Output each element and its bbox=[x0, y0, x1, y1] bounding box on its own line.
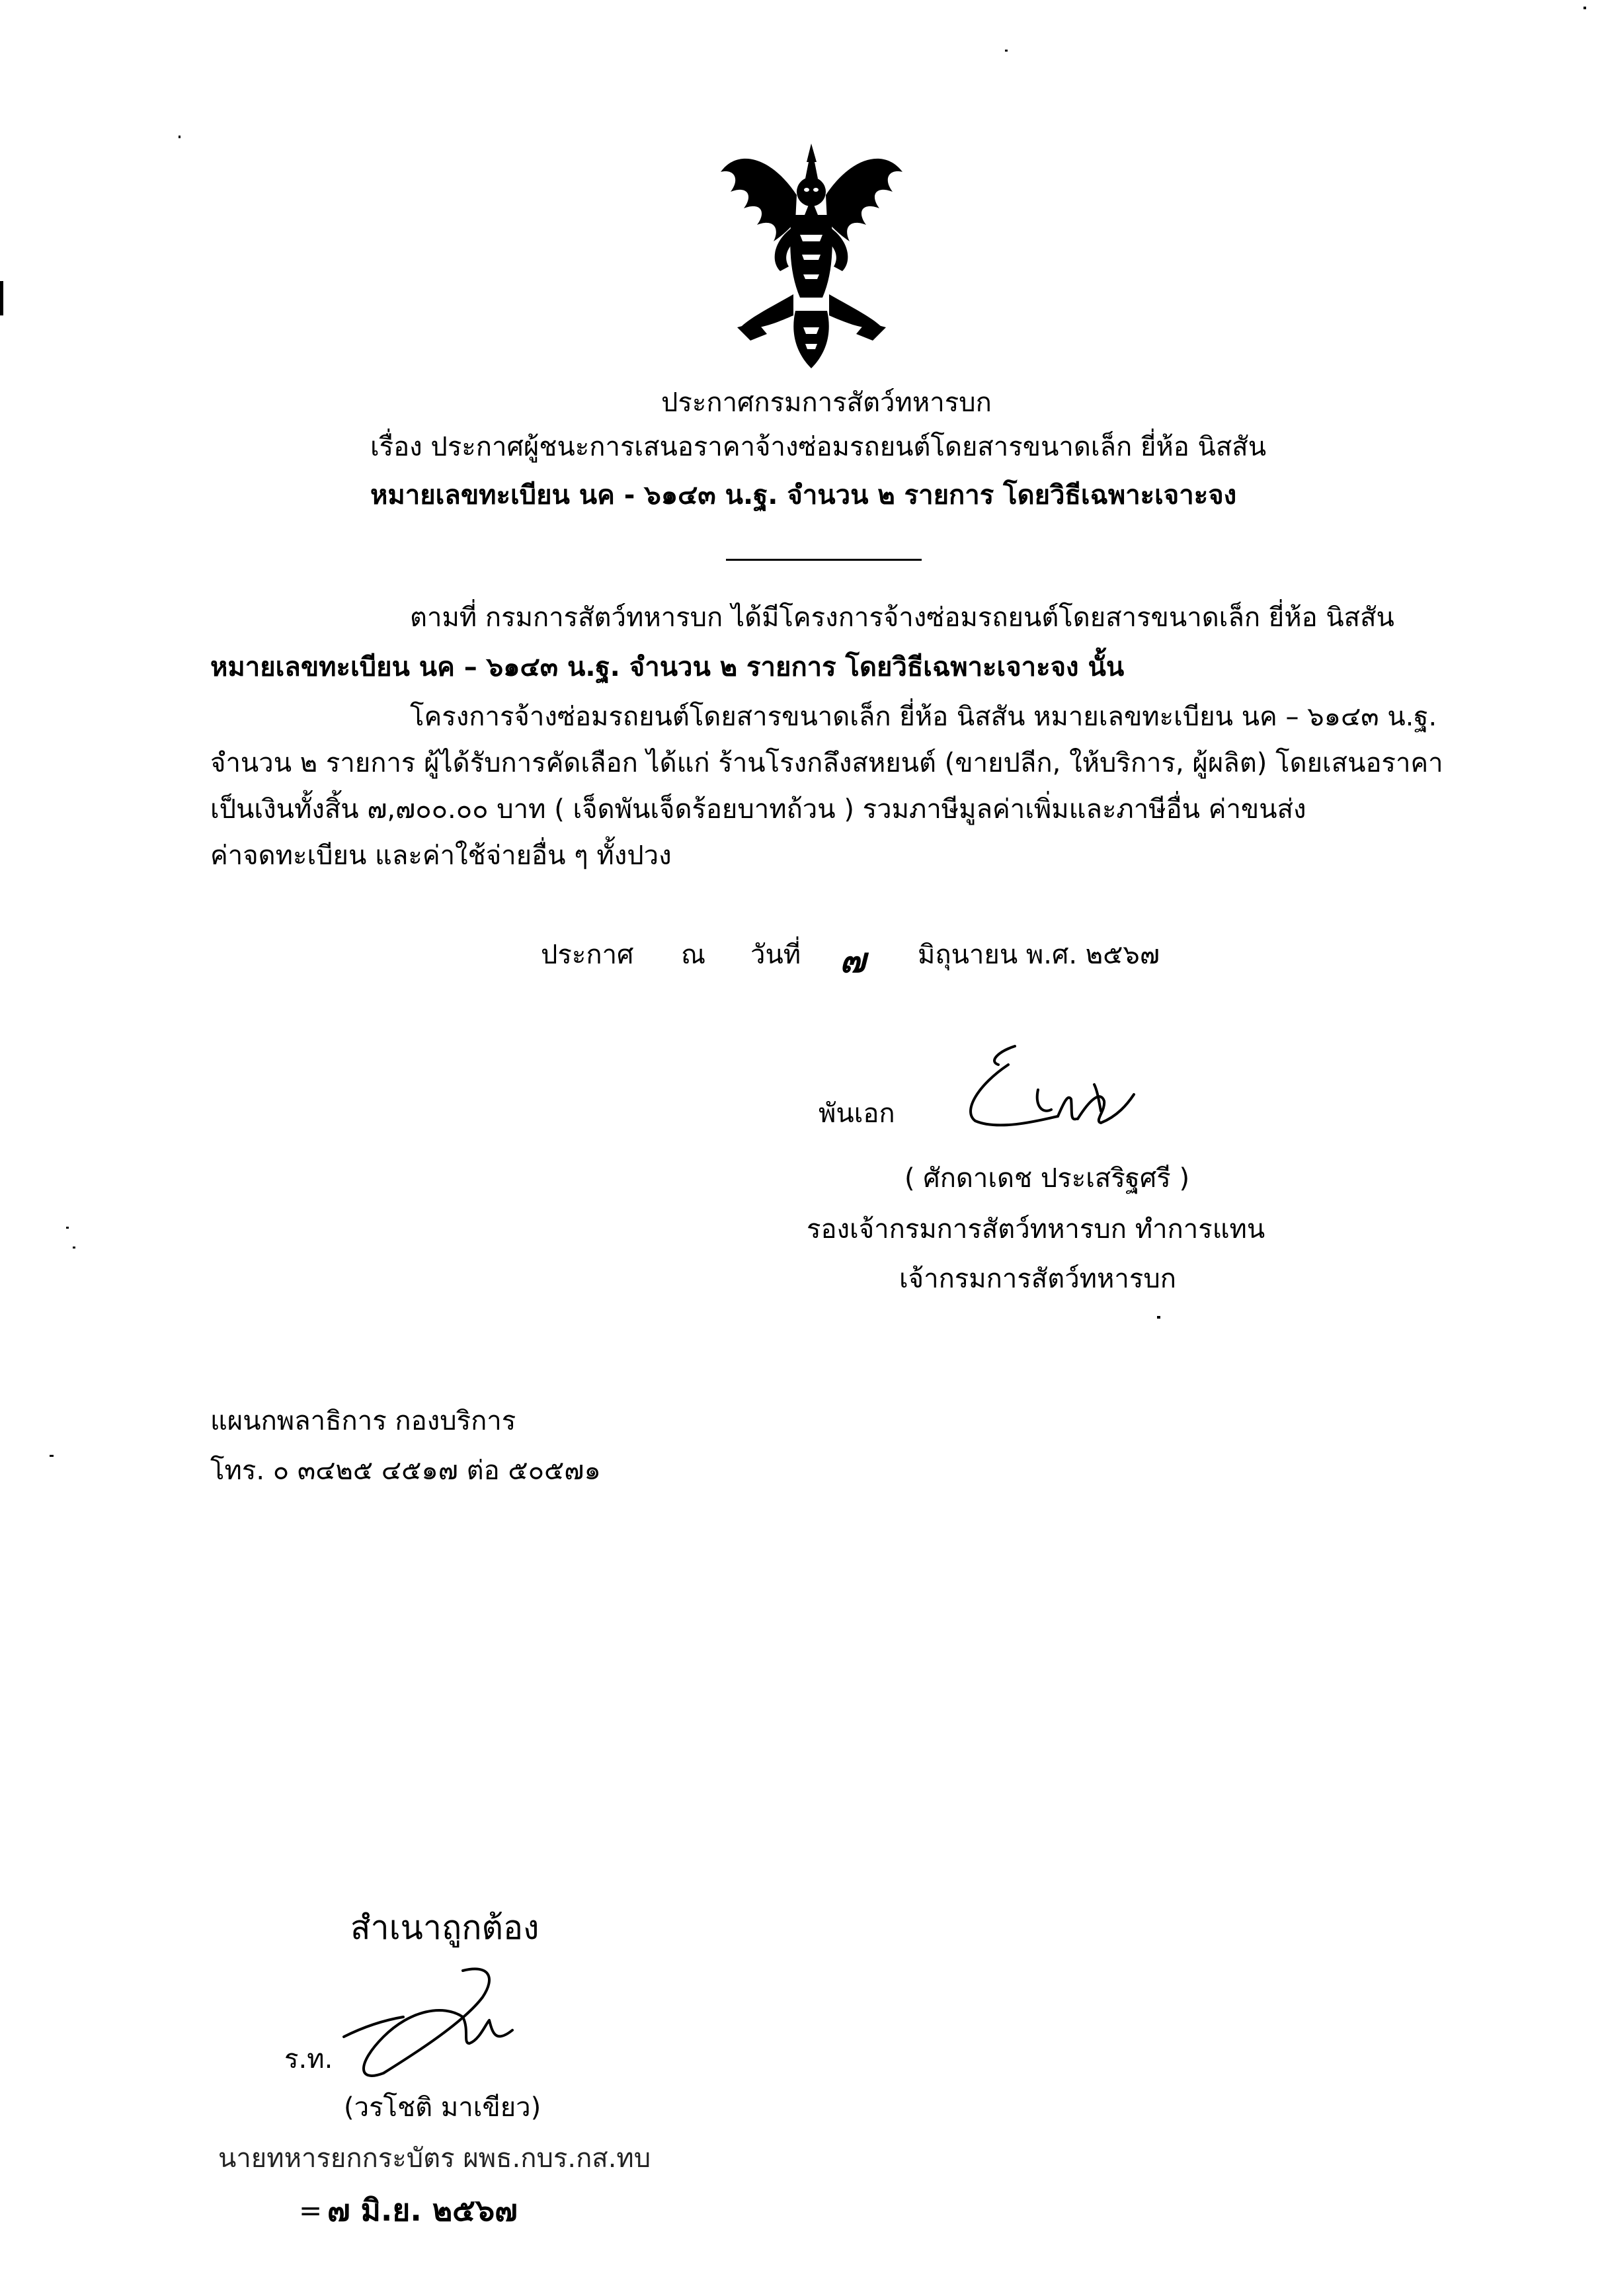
paragraph-2-line-3: เป็นเงินทั้งสิ้น ๗,๗๐๐.๐๐ บาท ( เจ็ดพันเจ็ดร้อยบาทถ้วน ) รวมภาษีมูลค่าเพิ่มและภาษีอื่น ค่าขนส่ง bbox=[210, 794, 1306, 825]
paragraph-2-line-4: ค่าจดทะเบียน และค่าใช้จ่ายอื่น ๆ ทั้งปวง bbox=[210, 840, 672, 871]
header-divider bbox=[726, 559, 922, 561]
scan-speck bbox=[66, 1227, 69, 1229]
announce-label: ประกาศ bbox=[541, 940, 634, 970]
scan-speck bbox=[50, 1455, 54, 1457]
announce-day: ๗ bbox=[840, 940, 866, 981]
signatory-position-1: รองเจ้ากรมการสัตว์ทหารบก ทำการแทน bbox=[807, 1214, 1265, 1245]
certified-copy-date: ๗ มิ.ย. ๒๕๖๗ bbox=[327, 2192, 518, 2228]
contact-phone: โทร. ๐ ๓๔๒๕ ๔๕๑๗ ต่อ ๕๐๕๗๑ bbox=[210, 1456, 601, 1486]
signatory-signature bbox=[959, 1038, 1170, 1144]
scan-edge-mark bbox=[0, 281, 3, 315]
scan-speck bbox=[73, 1247, 75, 1249]
paragraph-2-line-2: จำนวน ๒ รายการ ผู้ได้รับการคัดเลือก ได้แก่ ร้านโรงกลึงสหยนต์ (ขายปลีก, ให้บริการ, ผู้ผลิต) โดยเสนอราคา bbox=[210, 748, 1443, 778]
certified-copy-name: (วรโชติ มาเขียว) bbox=[344, 2092, 541, 2123]
garuda-emblem bbox=[717, 142, 906, 370]
contact-department: แผนกพลาธิการ กองบริการ bbox=[210, 1406, 516, 1436]
paragraph-1-line-1: ตามที่ กรมการสัตว์ทหารบก ได้มีโครงการจ้างซ่อมรถยนต์โดยสารขนาดเล็ก ยี่ห้อ นิสสัน bbox=[410, 602, 1394, 633]
scan-speck bbox=[1583, 7, 1586, 9]
signatory-position-2: เจ้ากรมการสัตว์ทหารบก bbox=[899, 1264, 1176, 1294]
scan-speck bbox=[1005, 50, 1008, 52]
subject-line-1: เรื่อง ประกาศผู้ชนะการเสนอราคาจ้างซ่อมรถยนต์โดยสารขนาดเล็ก ยี่ห้อ นิสสัน bbox=[370, 432, 1267, 462]
signatory-rank: พันเอก bbox=[819, 1098, 895, 1129]
announce-at: ณ bbox=[681, 940, 706, 970]
certified-copy-position: นายทหารยกกระบัตร ผพธ.กบร.กส.ทบ bbox=[218, 2143, 651, 2174]
paragraph-2-line-1: โครงการจ้างซ่อมรถยนต์โดยสารขนาดเล็ก ยี่ห้อ นิสสัน หมายเลขทะเบียน นค – ๖๑๔๓ น.ฐ. bbox=[410, 702, 1437, 732]
signatory-name: ( ศักดาเดช ประเสริฐศรี ) bbox=[904, 1163, 1190, 1194]
scan-speck bbox=[179, 136, 180, 138]
certified-copy-rank: ร.ท. bbox=[284, 2044, 333, 2074]
certified-copy-title: สำเนาถูกต้อง bbox=[350, 1908, 540, 1947]
announcement-title: ประกาศกรมการสัตว์ทหารบก bbox=[661, 388, 992, 418]
subject-line-2: หมายเลขทะเบียน นค - ๖๑๔๓ น.ฐ. จำนวน ๒ รายการ โดยวิธีเฉพาะเจาะจง bbox=[370, 480, 1237, 511]
scan-speck bbox=[1157, 1316, 1160, 1319]
certified-copy-signature bbox=[331, 1957, 549, 2090]
announce-month-year: มิถุนายน พ.ศ. ๒๕๖๗ bbox=[918, 940, 1160, 970]
date-stamp-mark: = bbox=[299, 2194, 323, 2227]
announce-day-label: วันที่ bbox=[750, 940, 801, 970]
paragraph-1-line-2: หมายเลขทะเบียน นค – ๖๑๔๓ น.ฐ. จำนวน ๒ รายการ โดยวิธีเฉพาะเจาะจง นั้น bbox=[210, 652, 1125, 682]
